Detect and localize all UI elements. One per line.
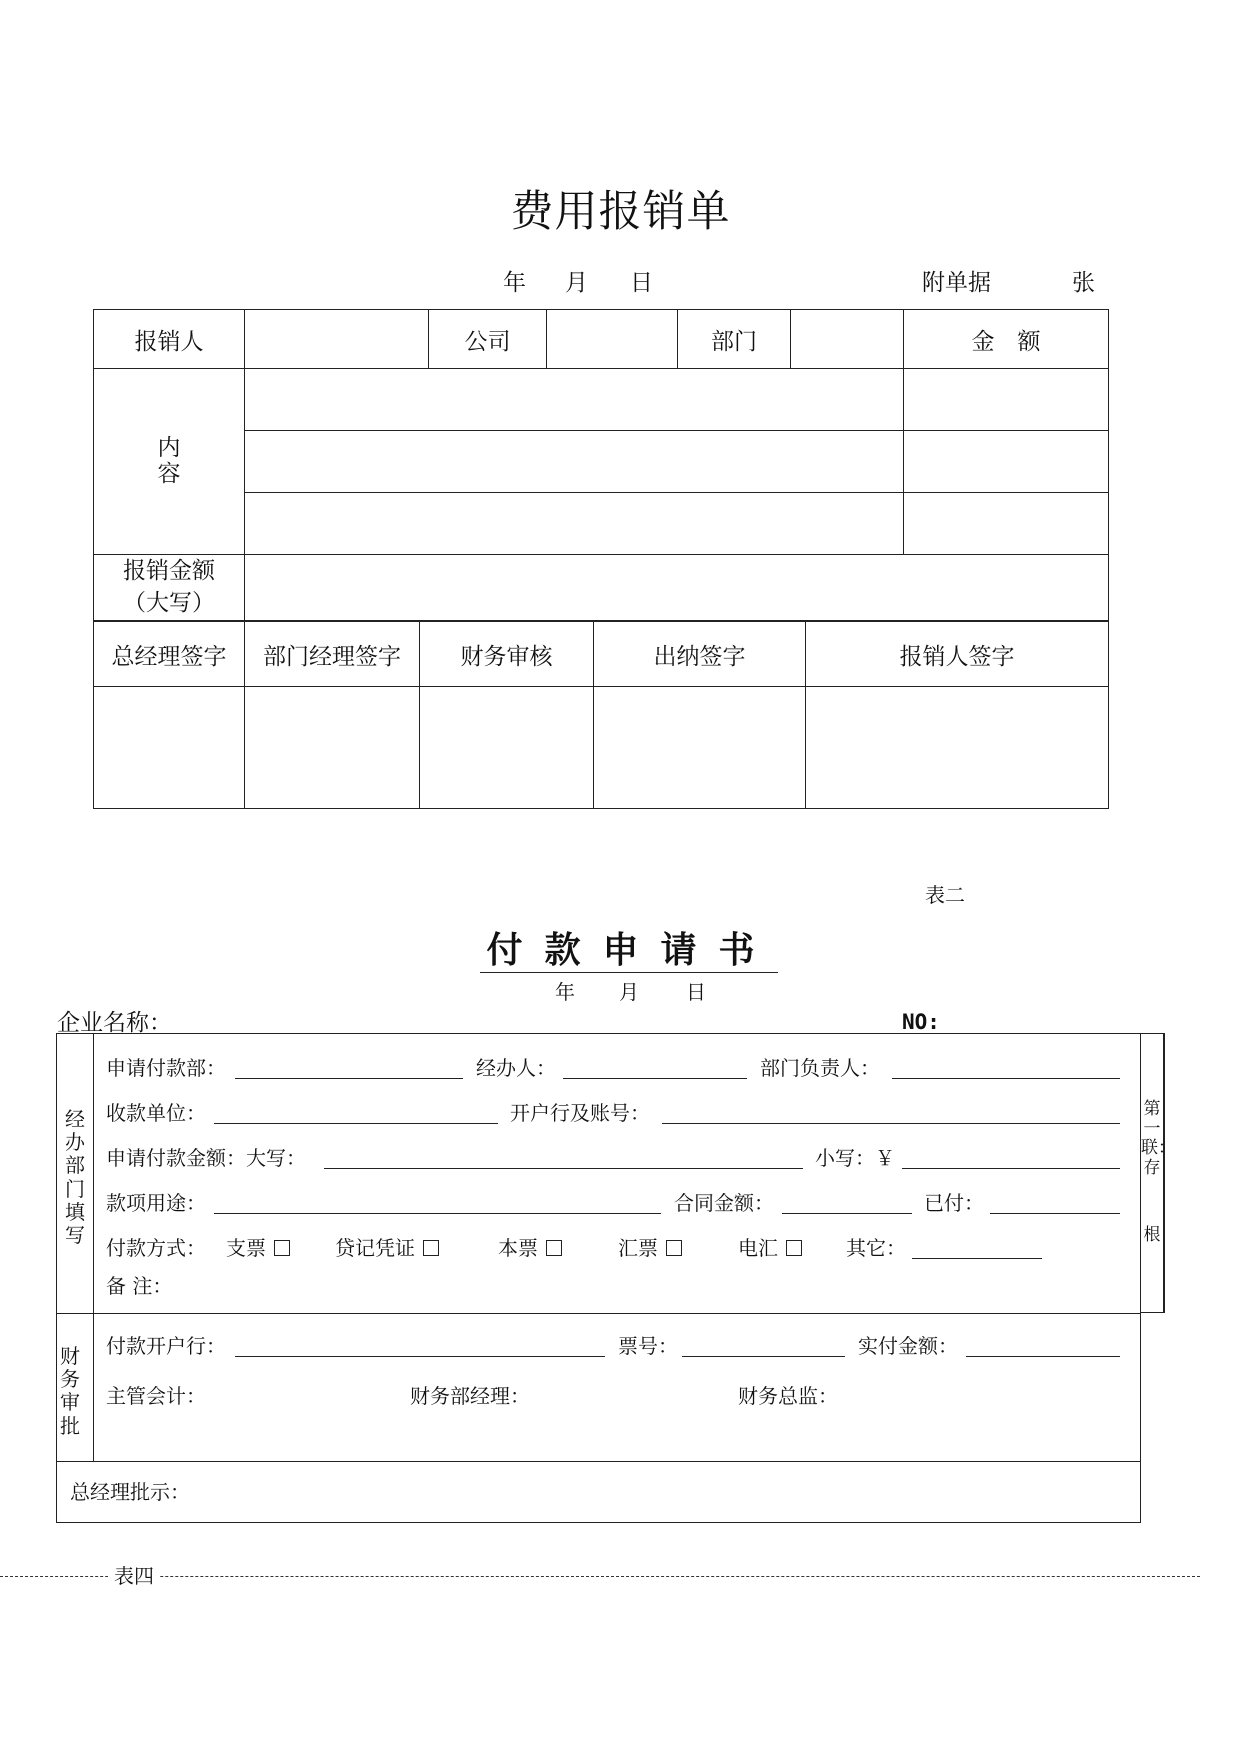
stub-label: 第一联：存 xyxy=(1141,1099,1175,1179)
actual-amount-field[interactable] xyxy=(966,1356,1120,1357)
form1-title: 费用报销单 xyxy=(510,187,731,237)
department-field[interactable] xyxy=(791,310,904,369)
checkbox-icon[interactable] xyxy=(274,1240,290,1256)
amount-line-1[interactable] xyxy=(904,369,1109,431)
form2-date-month: 月 xyxy=(619,980,639,1004)
form1-attachments-label: 附单据 xyxy=(922,270,991,296)
checkbox-icon[interactable] xyxy=(546,1240,562,1256)
section-divider-2 xyxy=(56,1461,1141,1462)
pay-method-other-label: 其它： xyxy=(846,1236,906,1260)
finance-review-label: 财务审核 xyxy=(420,622,594,687)
pay-method-check-label: 支票 xyxy=(226,1236,266,1260)
total-amount-label: 报销金额 xyxy=(123,558,215,585)
reimburser-signature-field[interactable] xyxy=(806,687,1109,809)
checkbox-icon[interactable] xyxy=(666,1240,682,1256)
total-amount-label-uppercase: （大写） xyxy=(123,589,215,616)
apply-dept-field[interactable] xyxy=(235,1078,463,1079)
section-finance-approval-label: 财务审批 xyxy=(60,1344,80,1438)
pay-method-credit-voucher-label: 贷记凭证 xyxy=(335,1236,415,1260)
form1-date-day: 日 xyxy=(630,270,653,296)
amount-figures-label: 小写：￥ xyxy=(815,1146,895,1170)
label-column-divider xyxy=(93,1033,94,1461)
ticket-number-field[interactable] xyxy=(682,1356,845,1357)
actual-amount-label: 实付金额： xyxy=(858,1334,958,1358)
handler-field[interactable] xyxy=(563,1078,747,1079)
paid-label: 已付： xyxy=(924,1191,984,1215)
stub-label-bottom: 根 xyxy=(1143,1225,1161,1245)
checkbox-icon[interactable] xyxy=(423,1240,439,1256)
form2-title: 付款申请书 xyxy=(486,929,777,971)
apply-dept-label: 申请付款部： xyxy=(106,1056,226,1080)
amount-line-2[interactable] xyxy=(904,431,1109,493)
pay-method-label: 付款方式： xyxy=(106,1236,206,1260)
pay-method-cashier-check-label: 本票 xyxy=(498,1236,538,1260)
content-label-cell xyxy=(94,369,245,555)
pay-method-wire[interactable] xyxy=(738,1238,802,1258)
cashier-signature-field[interactable] xyxy=(594,687,806,809)
finance-manager-label: 财务部经理： xyxy=(410,1384,530,1408)
finance-review-field[interactable] xyxy=(420,687,594,809)
gm-signature-label: 总经理签字 xyxy=(94,622,245,687)
section-handling-dept-label: 经办部门填写 xyxy=(65,1107,85,1247)
dept-manager-signature-label: 部门经理签字 xyxy=(245,622,420,687)
dept-head-label: 部门负责人： xyxy=(760,1056,880,1080)
total-amount-label-cell xyxy=(94,555,245,621)
gm-signature-field[interactable] xyxy=(94,687,245,809)
pay-method-wire-label: 电汇 xyxy=(738,1236,778,1260)
pay-method-credit-voucher[interactable] xyxy=(335,1238,439,1258)
purpose-field[interactable] xyxy=(214,1213,661,1214)
form4-table-number: 表四 xyxy=(108,1566,160,1586)
pay-bank-field[interactable] xyxy=(235,1356,605,1357)
company-name-label: 企业名称： xyxy=(57,1010,172,1036)
content-label: 内容 xyxy=(157,435,181,487)
form1-attachments-unit: 张 xyxy=(1072,270,1095,296)
reimburser-label: 报销人 xyxy=(94,310,245,369)
cfo-label: 财务总监： xyxy=(738,1384,838,1408)
purpose-label: 款项用途： xyxy=(106,1191,206,1215)
cut-line-divider xyxy=(0,1576,1200,1577)
content-line-1[interactable] xyxy=(245,369,904,431)
pay-method-check[interactable] xyxy=(226,1238,290,1258)
gm-instruction-label: 总经理批示： xyxy=(70,1480,190,1504)
pay-method-other-field[interactable] xyxy=(912,1258,1042,1259)
paid-field[interactable] xyxy=(990,1213,1120,1214)
dept-manager-signature-field[interactable] xyxy=(245,687,420,809)
dept-head-field[interactable] xyxy=(892,1078,1120,1079)
contract-amount-field[interactable] xyxy=(782,1213,912,1214)
payee-label: 收款单位： xyxy=(106,1101,206,1125)
content-line-2[interactable] xyxy=(245,431,904,493)
form2-table-number: 表二 xyxy=(925,883,965,907)
amount-words-label: 申请付款金额：大写： xyxy=(106,1146,306,1170)
pay-bank-label: 付款开户行： xyxy=(106,1334,226,1358)
company-field[interactable] xyxy=(547,310,678,369)
pay-method-draft[interactable] xyxy=(618,1238,682,1258)
expense-reimbursement-table xyxy=(93,309,1109,621)
contract-amount-label: 合同金额： xyxy=(674,1191,774,1215)
title-underline xyxy=(480,972,778,973)
form1-date-year: 年 xyxy=(503,270,526,296)
form2-date-day: 日 xyxy=(686,980,706,1004)
company-label: 公司 xyxy=(429,310,547,369)
remarks-label: 备 注： xyxy=(106,1274,173,1298)
department-label: 部门 xyxy=(678,310,791,369)
checkbox-icon[interactable] xyxy=(786,1240,802,1256)
amount-header: 金 额 xyxy=(904,310,1109,369)
ticket-number-label: 票号： xyxy=(618,1334,678,1358)
chief-accountant-label: 主管会计： xyxy=(106,1384,206,1408)
section-divider-1 xyxy=(56,1313,1141,1314)
amount-line-3[interactable] xyxy=(904,493,1109,555)
form2-date-year: 年 xyxy=(555,980,575,1004)
reimburser-signature-label: 报销人签字 xyxy=(806,622,1109,687)
form1-date-month: 月 xyxy=(565,270,588,296)
bank-account-label: 开户行及账号： xyxy=(510,1101,650,1125)
reimburser-field[interactable] xyxy=(245,310,429,369)
serial-number-label: NO: xyxy=(902,1010,940,1034)
pay-method-cashier-check[interactable] xyxy=(498,1238,562,1258)
amount-words-field[interactable] xyxy=(324,1168,803,1169)
total-amount-field[interactable] xyxy=(245,555,1109,621)
bank-account-field[interactable] xyxy=(662,1123,1120,1124)
amount-figures-field[interactable] xyxy=(902,1168,1120,1169)
payee-field[interactable] xyxy=(214,1123,498,1124)
cashier-signature-label: 出纳签字 xyxy=(594,622,806,687)
signature-table xyxy=(93,621,1109,809)
pay-method-draft-label: 汇票 xyxy=(618,1236,658,1260)
content-line-3[interactable] xyxy=(245,493,904,555)
handler-label: 经办人： xyxy=(476,1056,556,1080)
